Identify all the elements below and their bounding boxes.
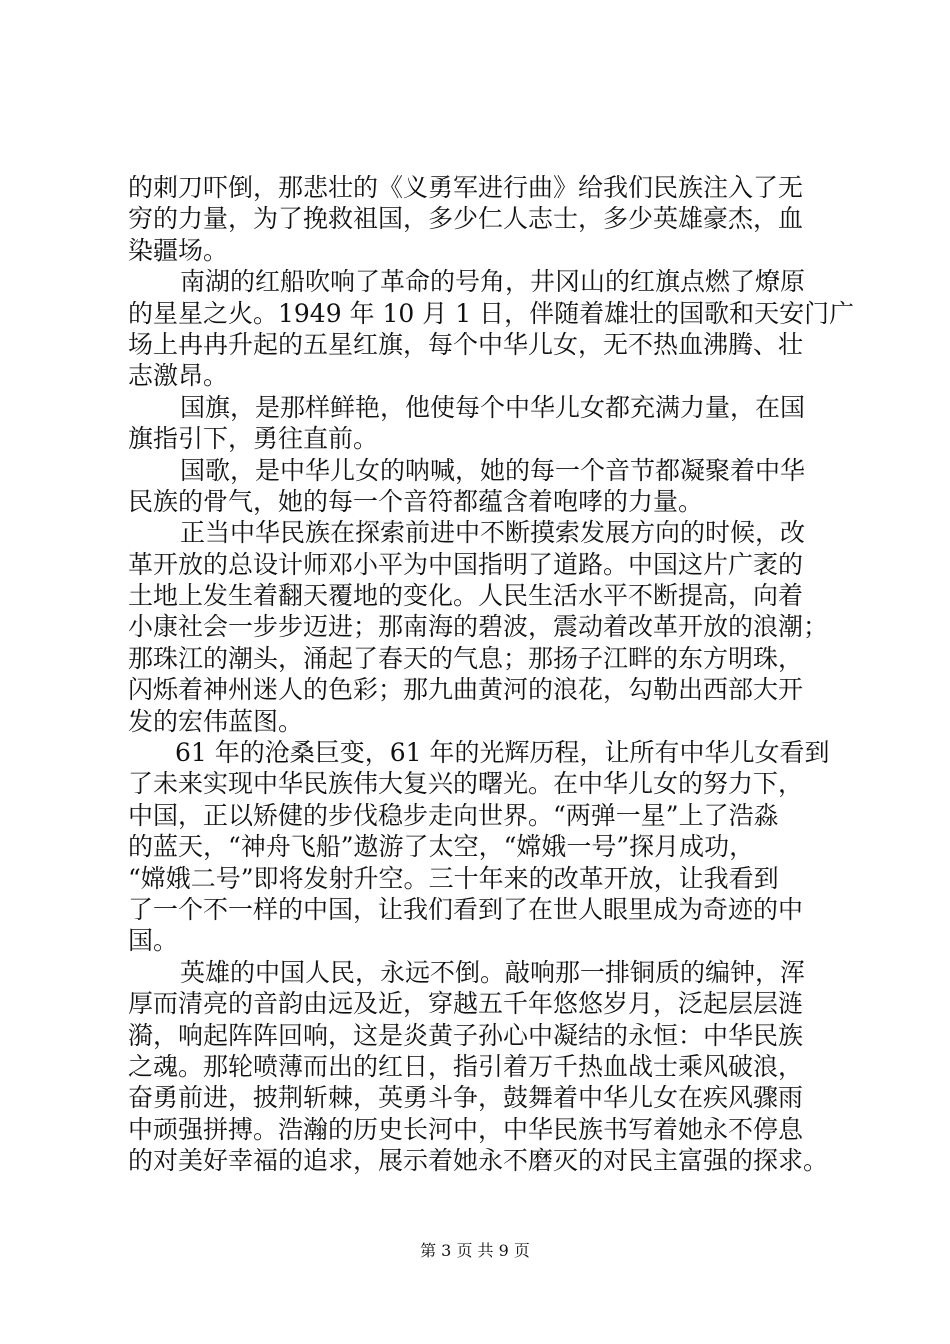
page-footer <box>0 1240 950 1262</box>
text-line: 小康社会一步步迈进；那南海的碧波，震动着改革开放的浪潮； <box>128 612 829 642</box>
paragraph-first-line: 南湖的红船吹响了革命的号角，井冈山的红旗点燃了燎原 <box>180 267 806 297</box>
text-line: 发的宏伟蓝图。 <box>128 706 304 736</box>
text-line: 厚而清亮的音韵由远及近，穿越五千年悠悠岁月，泛起层层涟 <box>128 989 804 1019</box>
paragraph-first-line: 国旗，是那样鲜艳，他使每个中华儿女都充满力量，在国 <box>180 392 806 422</box>
text-line: 那珠江的潮头，涌起了春天的气息；那扬子江畔的东方明珠， <box>128 643 804 673</box>
text-line: 漪，响起阵阵回响，这是炎黄子孙心中凝结的永恒：中华民族 <box>128 1020 804 1050</box>
text-line: 中顽强拼搏。浩瀚的历史长河中，中华民族书写着她永不停息 <box>128 1114 804 1144</box>
text-line: 中国，正以矫健的步伐稳步走向世界。“两弹一星”上了浩淼 <box>128 800 779 830</box>
text-line: 穷的力量，为了挽救祖国，多少仁人志士，多少英雄豪杰，血 <box>128 204 804 234</box>
text-line: 民族的骨气，她的每一个音符都蕴含着咆哮的力量。 <box>128 486 704 516</box>
page-number-indicator: 第 3 页 共 9 页 <box>420 1241 530 1260</box>
paragraph-first-line: 英雄的中国人民，永远不倒。敲响那一排铜质的编钟，浑 <box>180 957 806 987</box>
text-line: 染疆场。 <box>128 235 229 265</box>
paragraph-first-line: 国歌，是中华儿女的呐喊，她的每一个音节都凝聚着中华 <box>180 455 806 485</box>
text-line: 旗指引下，勇往直前。 <box>128 424 379 454</box>
text-line: 的星星之火。1949 年 10 月 1 日，伴随着雄壮的国歌和天安门广 <box>128 298 855 328</box>
text-line: “嫦娥二号”即将发射升空。三十年来的改革开放，让我看到 <box>128 863 779 893</box>
text-line: 了一个不一样的中国，让我们看到了在世人眼里成为奇迹的中 <box>128 894 804 924</box>
text-line: 闪烁着神州迷人的色彩；那九曲黄河的浪花，勾勒出西部大开 <box>128 675 804 705</box>
text-line: 了未来实现中华民族伟大复兴的曙光。在中华儿女的努力下， <box>128 769 804 799</box>
text-line: 革开放的总设计师邓小平为中国指明了道路。中国这片广袤的 <box>128 549 804 579</box>
text-line: 之魂。那轮喷薄而出的红日，指引着万千热血战士乘风破浪， <box>128 1051 804 1081</box>
text-line: 的刺刀吓倒，那悲壮的《义勇军进行曲》给我们民族注入了无 <box>128 173 804 202</box>
text-line: 的对美好幸福的追求，展示着她永不磨灭的对民主富强的探求。 <box>128 1146 829 1176</box>
paragraph-first-line: 正当中华民族在探索前进中不断摸索发展方向的时候，改 <box>180 518 806 548</box>
text-line: 的蓝天，“神舟飞船”遨游了太空，“嫦娥一号”探月成功， <box>128 832 755 862</box>
body-text <box>128 172 855 1177</box>
text-line: 奋勇前进，披荆斩棘，英勇斗争，鼓舞着中华儿女在疾风骤雨 <box>128 1083 804 1113</box>
text-line: 场上冉冉升起的五星红旗，每个中华儿女，无不热血沸腾、壮 <box>128 329 804 359</box>
paragraph-first-line: 61 年的沧桑巨变，61 年的光辉历程，让所有中华儿女看到 <box>175 738 830 768</box>
text-line: 国。 <box>128 926 179 956</box>
text-line: 土地上发生着翻天覆地的变化。人民生活水平不断提高，向着 <box>128 581 804 611</box>
text-line: 志激昂。 <box>128 361 229 391</box>
